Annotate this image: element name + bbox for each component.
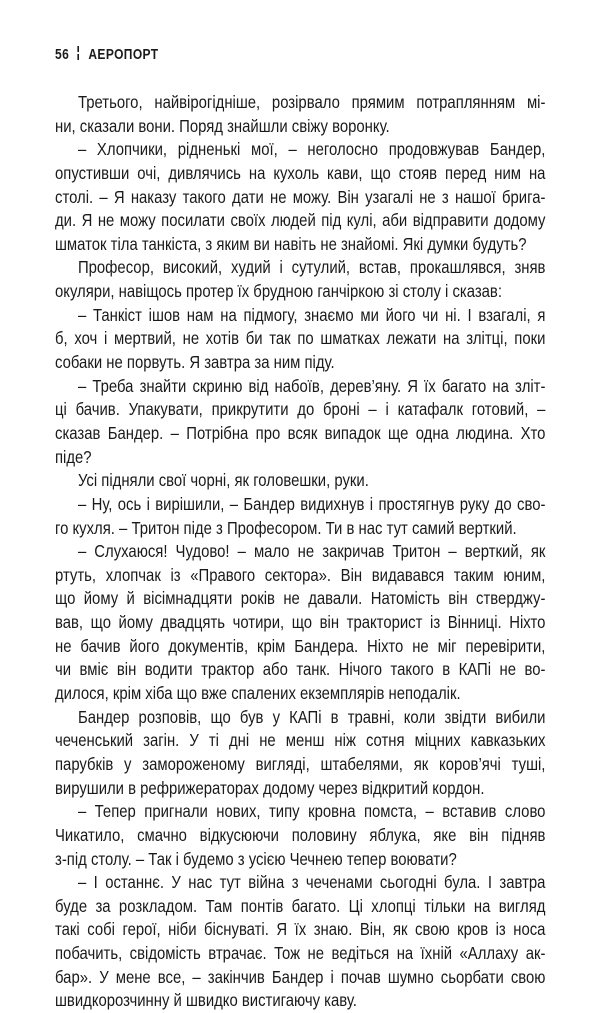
paragraph xyxy=(55,800,545,871)
text-line: що йому й вісімнадцяти років не давали. Натомість він стверджу- xyxy=(55,588,546,609)
text-line: – Треба знайти скриню від набоїв, дерев’яну. Я їх багато на зліт- xyxy=(77,375,546,396)
text-line: піде? xyxy=(55,446,92,467)
text-line: – Танкіст ішов нам на підмогу, знаємо ми його чи ні. І взагалі, я xyxy=(77,304,546,325)
text-line: ни, сказали вони. Поряд знайшли свіжу воронку. xyxy=(55,115,390,136)
paragraph xyxy=(55,469,545,493)
text-line: швидкорозчинну й швидко вистигаючу каву. xyxy=(55,990,357,1011)
text-line: ди. Я не можу посилати своїх людей під кулі, аби відправити додому xyxy=(55,210,546,231)
text-line: з-під столу. – Так і будемо з усією Чечнею тепер воювати? xyxy=(55,848,457,869)
text-line: – І останнє. У нас тут війна з чеченами сьогодні була. І завтра xyxy=(77,872,546,893)
paragraph xyxy=(55,540,545,705)
body-text xyxy=(55,91,545,1013)
paragraph xyxy=(55,304,545,375)
text-line: ці бачив. Упакувати, прикрутити до броні – і катафалк готовий, – xyxy=(55,399,546,420)
text-line: сказав Бандер. – Потрібна про всяк випадок ще одна людина. Хто xyxy=(55,422,546,443)
text-line: Третього, найвірогідніше, розірвало прямим потраплянням мі- xyxy=(77,92,546,112)
text-line: собаки не порвуть. Я завтра за ним піду. xyxy=(55,352,335,373)
running-title: АЕРОПОРТ xyxy=(88,46,159,63)
running-header xyxy=(55,46,159,63)
text-line: Професор, високий, худий і сутулий, встав, прокашлявся, зняв xyxy=(77,257,546,278)
text-line: парубків у замороженому вигляді, штабелями, як коров’ячі туші, xyxy=(55,753,546,774)
header-divider xyxy=(77,46,79,61)
text-line: ртуть, хлопчак із «Правого сектора». Він видавався таким юним, xyxy=(55,564,546,585)
text-line: окуляри, навіщось протер їх брудною ганчіркою зі столу і сказав: xyxy=(55,281,502,302)
paragraph xyxy=(55,91,545,138)
text-line: б, хоч і мертвий, не хотів би так по шматках лежати на злітці, поки xyxy=(55,328,546,349)
text-line: не бачив його документів, крім Бандера. Ніхто не міг перевірити, xyxy=(55,635,546,656)
paragraph xyxy=(55,375,545,470)
text-line: буде за розкладом. Там понтів багато. Ці хлопці тільки на вигляд xyxy=(55,895,546,916)
text-line: Чикатило, смачно відкусюючи половину яблука, яке він підняв xyxy=(55,824,546,845)
text-line: чи вміє він водити трактор або танк. Нічого такого в КАПі не во- xyxy=(55,659,546,680)
text-line: вав, що йому двадцять чотири, що він тракторист із Вінниці. Ніхто xyxy=(55,612,546,633)
text-line: Усі підняли свої чорні, як головешки, руки. xyxy=(77,470,369,491)
paragraph xyxy=(55,256,545,303)
text-line: Бандер розповів, що був у КАПі в травні, коли звідти вибили xyxy=(77,706,546,727)
page-number: 56 xyxy=(55,46,70,63)
paragraph xyxy=(55,871,545,1013)
text-line: чеченський загін. У ті дні не менш ніж сотня міцних кавказьких xyxy=(55,730,546,751)
text-line: столі. – Я наказу такого дати не можу. Він узагалі не з нашої брига- xyxy=(55,186,546,207)
text-line: опустивши очі, дивлячись на кухоль кави, що стояв перед ним на xyxy=(55,162,546,183)
text-line: го кухля. – Тритон піде з Професором. Ти в нас тут самий верткий. xyxy=(55,517,517,538)
text-line: вирушили в рефрижераторах додому через відкритий кордон. xyxy=(55,777,485,798)
text-line: – Тепер пригнали нових, типу кровна помста, – вставив слово xyxy=(77,801,546,822)
text-line: побачить, свідомість втрачає. Тож не ведіться на їхній «Аллаху ак- xyxy=(55,943,546,964)
text-line: дилося, крім хіба що вже спалених екземплярів неподалік. xyxy=(55,683,461,704)
text-line: бар». У мене все, – закінчив Бандер і почав шумно сьорбати свою xyxy=(55,966,546,987)
paragraph xyxy=(55,706,545,801)
paragraph xyxy=(55,493,545,540)
text-line: шматок тіла танкіста, з яким ви навіть не знайомі. Які думки будуть? xyxy=(55,233,527,254)
text-line: такі собі герої, ніби біснуваті. Я їх знаю. Він, як свою кров із носа xyxy=(55,919,546,940)
text-line: – Слухаюся! Чудово! – мало не закричав Тритон – верткий, як xyxy=(77,541,546,562)
paragraph xyxy=(55,138,545,256)
text-line: – Хлопчики, рідненькі мої, – неголосно продовжував Бандер, xyxy=(77,139,546,160)
text-line: – Ну, ось і вирішили, – Бандер видихнув і простягнув руку до сво- xyxy=(77,493,546,514)
